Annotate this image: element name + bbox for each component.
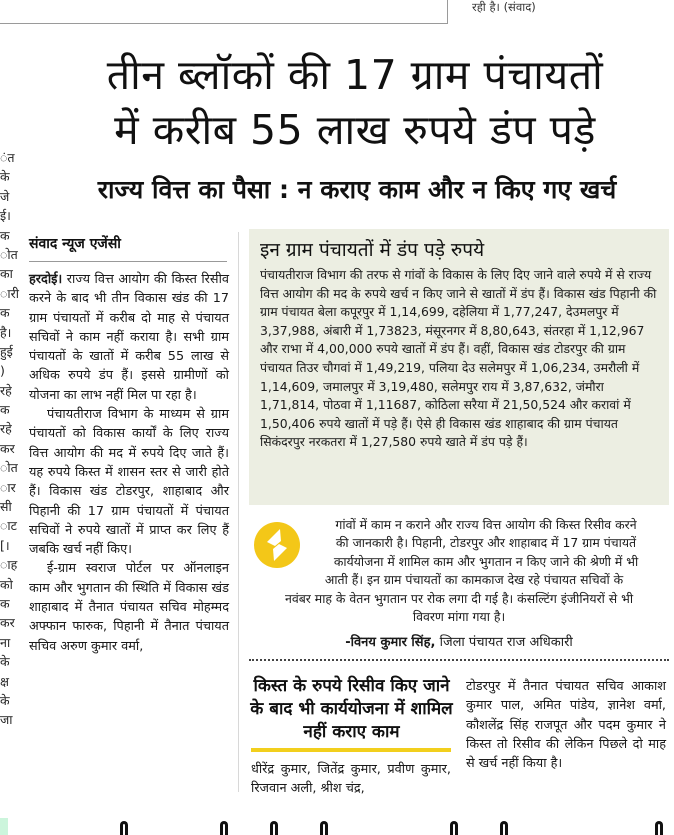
fragment-line: है।	[0, 324, 12, 340]
fragment-line: [।	[0, 537, 10, 553]
subheadline: राज्य वित्त का पैसा : न कराए काम और न किए गए खर्च	[97, 175, 617, 204]
quote-attribution	[249, 634, 669, 652]
quote-line: गांवों में काम न कराने और राज्य वित्त आयोग की किस्त रिसीव करने	[335, 517, 637, 532]
info-box-body: पंचायतीराज विभाग की तरफ से गांवों के विकास के लिए दिए जाने वाले रुपये में से राज्य वित्त आयोग की मद के रुपये खर्च न किए जाने से खातों में डंप हैं। विकास खंड पिहानी की ग्राम पंचायत बेला कपूरपुर में 1,14,699, दहेलिया में 1,77,247, देउमलपुर में 3,37,988, अंबारी में 1,73823, मंसूरनगर में 8,80,643, संतरहा में 1,12,967 और राभा में 4,00,000 रुपये खातों में डंप हैं। वहीं, विकास खंड टोडरपुर की ग्राम पंचायत तिउर चौगवां में 1,49,219, पलिया देउ सलेमपुर में 1,06,234, उमरौली में 1,14,609, जमालपुर में 3,19,480, सलेमपुर राय में 3,87,632, जंमौरा 1,71,814, पोठवा में 1,11687, कोठिला सरैया में 21,50,524 और करावां में 1,50,406 रुपये खातों में पड़े हैं। ऐसे ही विकास खंड शाहाबाद की ग्राम पंचायत सिकंदरपुर नरकतरा में 1,27,580 रुपये खाते में डंप पड़े हैं।	[260, 267, 657, 450]
headline-line-2: में करीब 55 लाख रुपये डंप पड़े	[114, 106, 596, 154]
sidebar-headline-underline	[251, 748, 451, 752]
quote-line: कार्ययोजना में शामिल काम और भुगतान न किए जाने की श्रेणी में भी	[333, 553, 639, 569]
official-quote	[249, 516, 669, 651]
info-box	[249, 229, 669, 505]
previous-article-box	[0, 0, 448, 24]
fragment-line: जा	[0, 712, 13, 728]
article-paragraph-2: पंचायतीराज विभाग के माध्यम से ग्राम पंचायतों को विकास कार्यों के लिए राज्य वित्त आयोग की मद में रुपये दिए जाते हैं। यह रुपये किस्त में शासन स्तर से जारी होते हैं। विकास खंड टोडरपुर, शाहाबाद और पिहानी की 17 ग्राम पंचायतों में पंचायत सचिवों ने रुपये खातों में प्राप्त कर लिए हैं जबकि खर्च नहीं किए।	[29, 407, 229, 558]
fragment-line: क	[0, 402, 10, 418]
dateline: हरदोई।	[29, 272, 63, 287]
fragment-line: क्ष	[0, 673, 9, 689]
fragment-line: ारी	[0, 285, 20, 301]
sidebar-column-left: धीरेंद्र कुमार, जितेंद्र कुमार, प्रवीण कुमार, रिजवान अली, श्रीश चंद्र,	[251, 762, 451, 797]
dotted-divider	[249, 659, 669, 661]
fragment-line: ाट	[0, 518, 17, 534]
fragment-line: रहे	[0, 421, 12, 437]
speaker-name: -विनय कुमार सिंह,	[345, 635, 436, 650]
article-column-1	[29, 234, 229, 656]
paragraph-1-text: राज्य वित्त आयोग की किस्त रिसीव करने के बाद भी तीन विकास खंड की 17 ग्राम पंचायतों में करीब दो माह से पंचायत सचिवों ने काम नहीं कराया है। सभी ग्राम पंचायतों के खातों में करीब 55 लाख से अधिक रुपये डंप हैं। इससे ग्रामीणों को योजना का लाभ नहीं मिल पा रहा है।	[29, 272, 229, 403]
fragment-line: ोत	[0, 460, 18, 476]
fragment-line: रहे	[0, 382, 12, 398]
fragment-line: के	[0, 169, 10, 185]
fragment-line: के	[0, 692, 10, 708]
previous-article-caption: रही है। (संवाद)	[472, 0, 536, 14]
fragment-line: क	[0, 595, 10, 611]
fragment-line: का	[0, 266, 13, 282]
fragment-line: हुई	[0, 343, 13, 359]
fragment-line: को	[0, 576, 13, 592]
article-body	[29, 270, 229, 656]
fragment-line: ई।	[0, 208, 11, 224]
speaker-title: जिला पंचायत राज अधिकारी	[439, 635, 573, 650]
fragment-line: कर	[0, 615, 15, 631]
byline: संवाद न्यूज एजेंसी	[29, 236, 121, 252]
quote-line: नवंबर माह के वेतन भुगतान पर रोक लगा दी गई है। कंसल्टिंग इंजीनियरों से भी	[284, 590, 634, 606]
byline-divider	[29, 261, 227, 262]
quote-logo-icon	[253, 521, 301, 569]
fragment-line: जे	[0, 188, 10, 204]
sidebar-headline: किस्त के रुपये रिसीव किए जाने के बाद भी कार्ययोजना में शामिल नहीं कराए काम	[250, 676, 453, 742]
adjacent-column-fragments	[0, 148, 20, 730]
article-paragraph-3: ई-ग्राम स्वराज पोर्टल पर ऑनलाइन काम और भुगतान की स्थिति में विकास खंड शाहाबाद में तैनात पंचायत सचिव मोहम्मद अफ्फान फारुक, पिहानी में तैनात पंचायत सचिव अरुण कुमार वर्मा,	[29, 561, 229, 654]
headline-line-1: तीन ब्लॉकों की 17 ग्राम पंचायतों	[106, 51, 604, 99]
quote-line: विवरण मांगा गया है।	[412, 609, 506, 625]
article-paragraph-1	[29, 270, 229, 405]
fragment-line: ोत	[0, 246, 18, 262]
fragment-line: क	[0, 305, 10, 321]
fragment-line: ार	[0, 479, 16, 495]
next-headline-fragment	[70, 821, 670, 835]
sidebar-column-right: टोडरपुर में तैनात पंचायत सचिव आकाश कुमार पाल, अमित पांडेय, ज्ञानेश वर्मा, कौशलेंद्र सिंह राजपूत और पदम कुमार ने किस्त तो रिसीव की लेकिन पिछले दो माह से खर्च नहीं किया है।	[466, 679, 666, 772]
next-article-green-strip	[0, 818, 8, 835]
fragment-line: के	[0, 654, 10, 670]
info-box-title: इन ग्राम पंचायतों में डंप पड़े रुपये	[260, 239, 485, 261]
quote-line: आती हैं। इन ग्राम पंचायतों का कामकाज देख रहे पंचायत सचिवों के	[324, 572, 624, 588]
fragment-line: कर	[0, 440, 15, 456]
quote-text	[249, 516, 669, 626]
quote-line: की जानकारी है। पिहानी, टोडरपुर और शाहाबाद में 17 ग्राम पंचायतें	[335, 535, 637, 551]
column-divider	[238, 232, 239, 792]
fragment-line: ना	[0, 634, 11, 650]
fragment-line: )	[0, 363, 5, 379]
fragment-line: क	[0, 227, 10, 243]
fragment-line: ाह	[0, 557, 18, 573]
fragment-line: सी	[0, 499, 12, 515]
fragment-line: ंत	[0, 150, 15, 165]
